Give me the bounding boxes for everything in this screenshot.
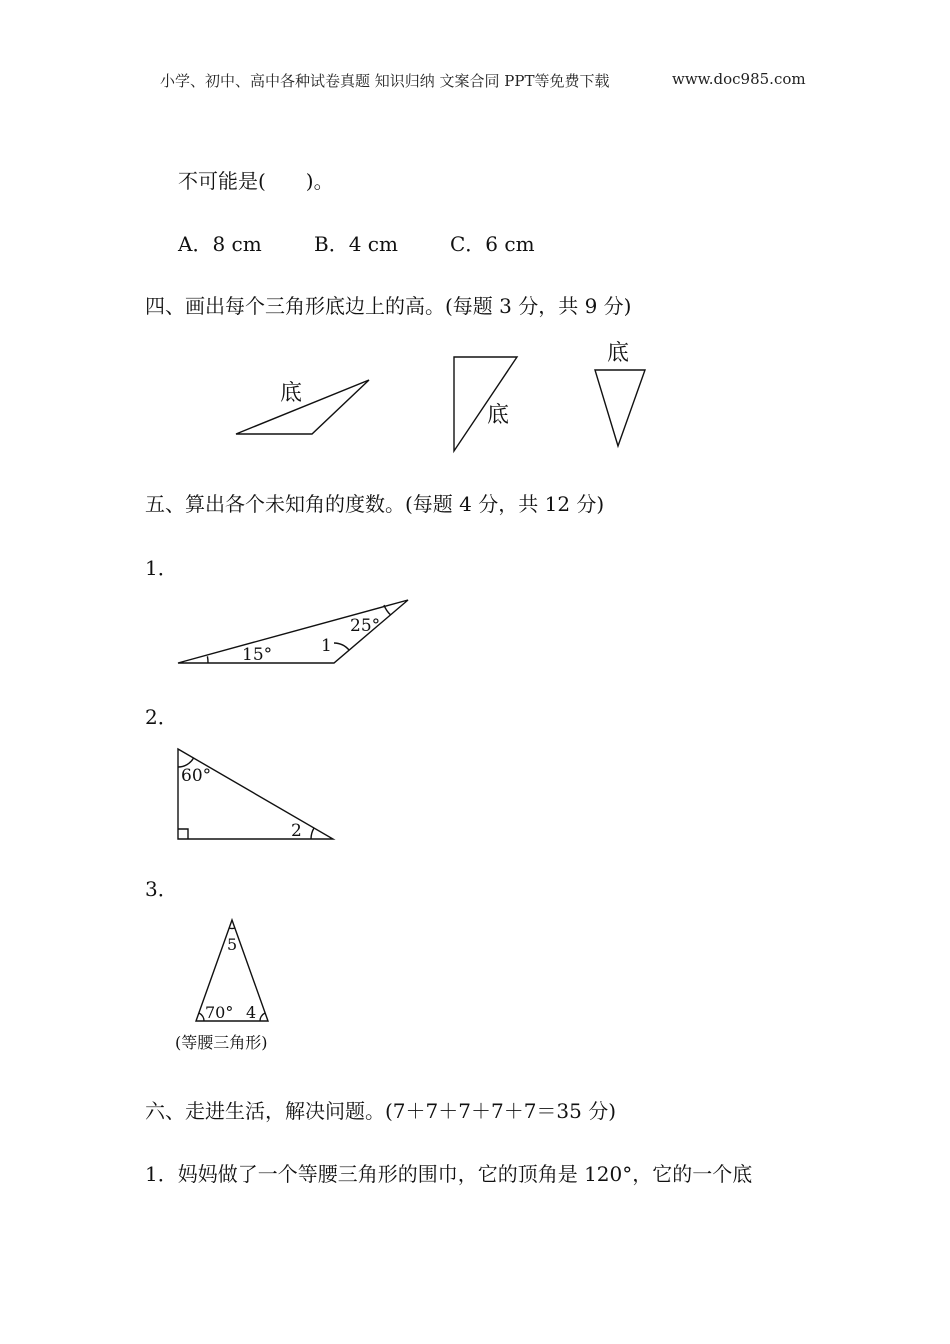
option-b: B．4 cm — [314, 232, 398, 256]
angle-arc-25 — [384, 605, 391, 615]
problem-2-triangle — [178, 749, 333, 839]
label-5: 5 — [227, 935, 238, 954]
problem-3-caption: (等腰三角形) — [175, 1033, 268, 1052]
problem-1-number: 1． — [145, 556, 178, 580]
right-angle-marker — [178, 829, 188, 839]
triangle-1 — [236, 380, 369, 434]
label-4: 4 — [246, 1003, 257, 1022]
angle-arc-1 — [334, 643, 349, 650]
problem-2-number: 2． — [145, 705, 178, 729]
angle-arc-2 — [311, 828, 314, 839]
option-a: A．8 cm — [178, 232, 262, 256]
label-25: 25° — [350, 616, 381, 636]
section6-problem-1: 1．妈妈做了一个等腰三角形的围巾，它的顶角是 120°，它的一个底 — [145, 1162, 753, 1186]
angle-arc-15 — [207, 656, 208, 663]
label-1: 1 — [321, 636, 332, 656]
header-url: www.doc985.com — [672, 70, 806, 88]
angle-arc-4 — [260, 1013, 265, 1021]
option-c: C．6 cm — [450, 232, 535, 256]
label-15: 15° — [242, 645, 273, 665]
triangle-2-base-label: 底 — [487, 403, 510, 428]
angle-arc-5 — [229, 928, 235, 929]
triangle-3-base-label: 底 — [607, 341, 630, 366]
section6-heading: 六、走进生活，解决问题。(7＋7＋7＋7＋7＝35 分) — [145, 1099, 617, 1123]
label-2: 2 — [291, 821, 302, 841]
section4-figures — [0, 330, 700, 460]
label-60: 60° — [181, 766, 212, 786]
triangle-1-base-label: 底 — [280, 381, 303, 406]
problem-3-number: 3． — [145, 877, 178, 901]
section5-heading: 五、算出各个未知角的度数。(每题 4 分，共 12 分) — [145, 492, 605, 516]
angle-arc-70 — [199, 1013, 204, 1021]
problem-2-figure — [0, 740, 360, 850]
problem-3-figure — [0, 915, 320, 1025]
question-continuation: 不可能是( )。 — [178, 169, 334, 193]
header-title: 小学、初中、高中各种试卷真题 知识归纳 文案合同 PPT等免费下载 — [160, 72, 610, 90]
triangle-3 — [595, 370, 645, 446]
section4-heading: 四、画出每个三角形底边上的高。(每题 3 分，共 9 分) — [145, 294, 632, 318]
label-70: 70° — [205, 1003, 234, 1022]
problem-1-figure — [0, 590, 450, 670]
